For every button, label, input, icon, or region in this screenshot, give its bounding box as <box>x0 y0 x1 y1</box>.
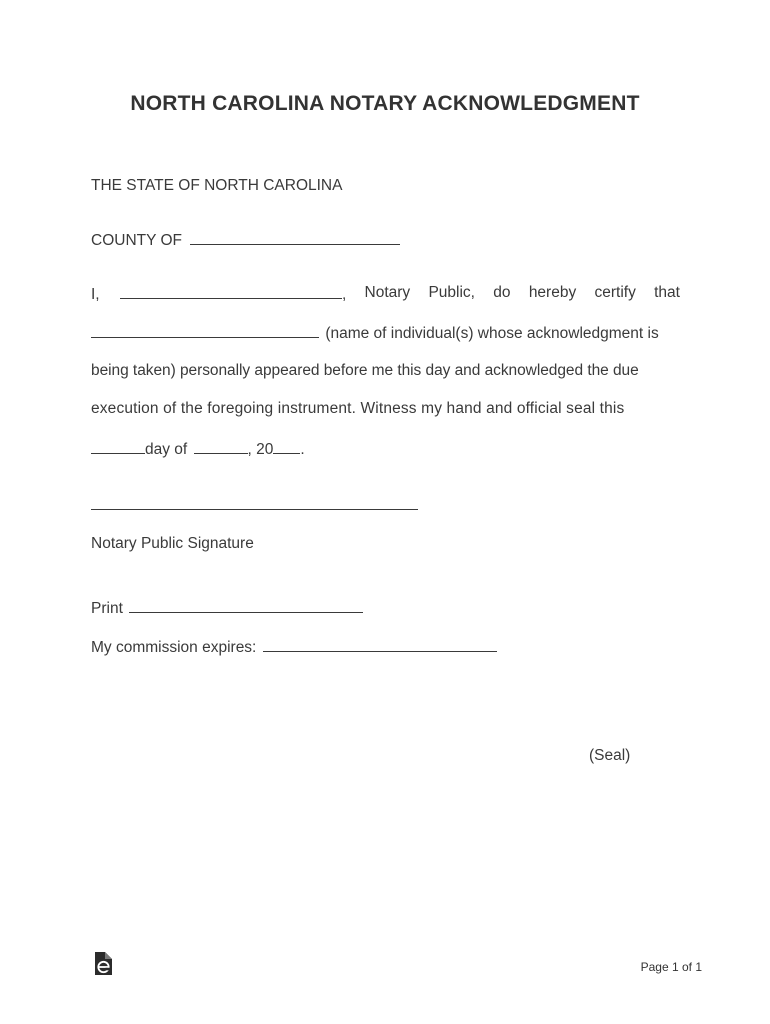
print-line <box>91 598 363 618</box>
certify-prefix: I, , <box>91 286 347 303</box>
commission-date-blank[interactable] <box>263 637 497 652</box>
individual-name-blank[interactable] <box>91 323 319 338</box>
day-blank[interactable] <box>91 439 145 454</box>
county-blank[interactable] <box>190 230 400 245</box>
certify-line-4: execution of the foregoing instrument. Witness my hand and official seal this <box>91 400 625 417</box>
certify-line-1: I, , Notary Public, do hereby certify that <box>91 284 680 303</box>
county-label: COUNTY OF <box>91 232 182 249</box>
page-number: Page 1 of 1 <box>640 960 702 974</box>
state-line: THE STATE OF NORTH CAROLINA <box>91 177 343 194</box>
seal-label: (Seal) <box>589 747 631 764</box>
certify-line-2: (name of individual(s) whose acknowledgment is <box>91 323 659 343</box>
certify-line-3: being taken) personally appeared before me this day and acknowledged the due <box>91 362 639 379</box>
print-name-blank[interactable] <box>129 598 363 613</box>
document-title: NORTH CAROLINA NOTARY ACKNOWLEDGMENT <box>130 92 640 115</box>
commission-label: My commission expires: <box>91 639 257 656</box>
month-blank[interactable] <box>194 439 248 454</box>
year-blank[interactable] <box>273 439 300 454</box>
commission-line <box>91 637 497 657</box>
notary-name-blank[interactable] <box>120 284 342 299</box>
esign-logo-icon <box>95 952 112 975</box>
print-label: Print <box>91 600 123 617</box>
signature-label: Notary Public Signature <box>91 535 254 552</box>
certify-line-5: day of , 20 . <box>91 439 305 459</box>
esign-logo-svg <box>95 952 112 975</box>
county-line <box>91 230 400 250</box>
signature-line[interactable] <box>91 509 418 510</box>
